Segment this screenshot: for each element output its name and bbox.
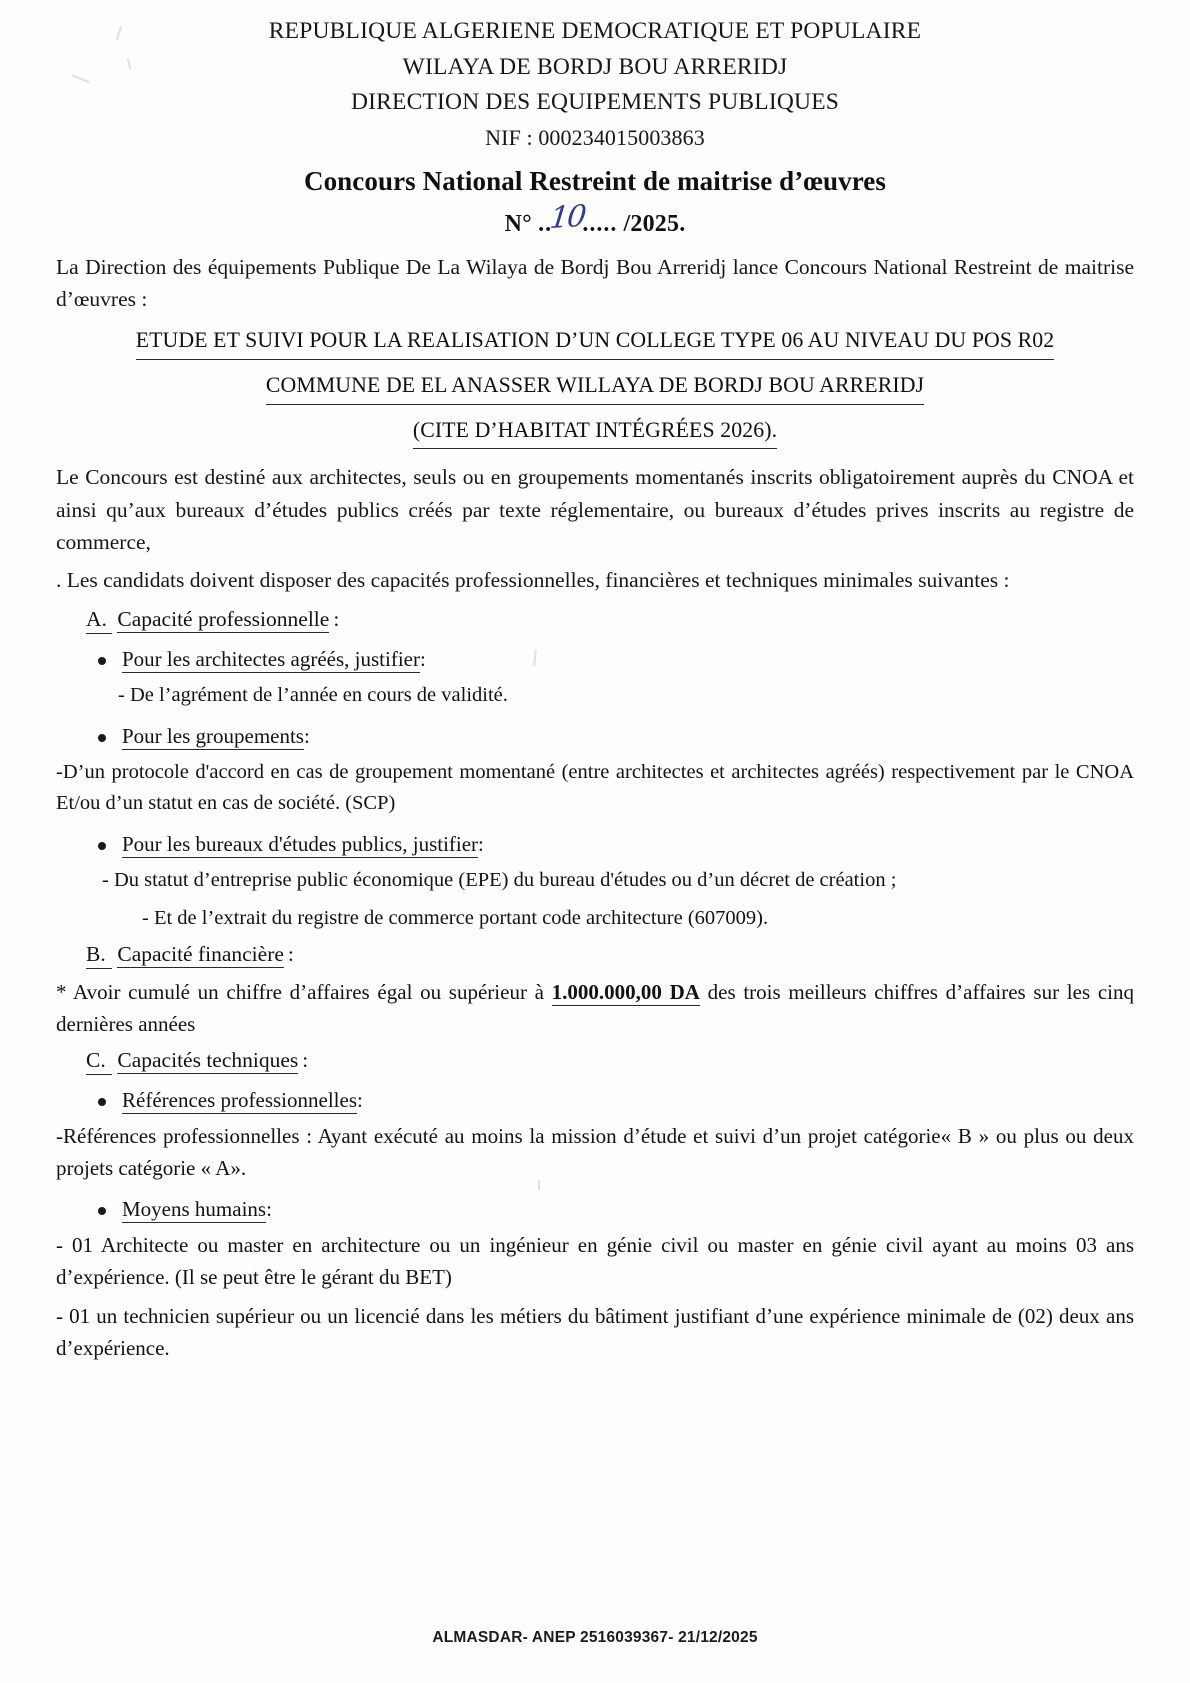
- item-protocole-accord: -D’un protocole d'accord en cas de groupement momentané (entre architectes et architectes agréés) respectivement par le CNOA Et/ou d’un statut en cas de société. (SCP): [56, 761, 1134, 814]
- capacities-paragraph: . Les candidats doivent disposer des capacités professionnelles, financières et techniques minimales suivantes :: [56, 568, 1010, 593]
- section-a-letter: A.: [86, 607, 112, 634]
- bullet-bureaux-label: Pour les bureaux d'études publics, justifier: [122, 831, 479, 856]
- project-title-row2: [56, 369, 1134, 405]
- section-b-label: Capacité financière: [117, 942, 284, 967]
- bullet-architectes-agrees: [56, 647, 1134, 672]
- section-a-label: Capacité professionnelle: [117, 607, 330, 632]
- bullet-groupements-colon: :: [303, 724, 310, 749]
- section-b-heading: [56, 942, 1134, 969]
- bullet-moyens-humains: [56, 1197, 1134, 1222]
- section-c-letter: C.: [86, 1048, 112, 1075]
- section-c-colon: :: [302, 1048, 309, 1073]
- section-c-heading: [56, 1048, 1134, 1075]
- number-suffix: /2025.: [623, 210, 686, 237]
- number-dots-after: .....: [582, 210, 618, 237]
- bullet-moyens-label: Moyens humains: [122, 1197, 267, 1222]
- item-statut-epe: - Du statut d’entreprise public économique (EPE) du bureau d'études ou d’un décret de création ;: [102, 868, 897, 891]
- bullet-bureaux-colon: :: [478, 831, 484, 856]
- document-title: Concours National Restreint de maitrise d’œuvres: [303, 165, 886, 196]
- financial-requirement: [56, 977, 1134, 1040]
- financial-amount: 1.000.000,00 DA: [551, 980, 700, 1005]
- moyens-humains-technicien: - 01 un technicien supérieur ou un licencié dans les métiers du bâtiment justifiant d’une expérience minimale de (02) deux ans d’expérience.: [56, 1304, 1134, 1360]
- handwritten-number: 10: [548, 198, 587, 236]
- bullet-architectes-colon: :: [419, 647, 426, 672]
- bullet-groupements-label: Pour les groupements: [122, 724, 304, 749]
- bullet-architectes-label: Pour les architectes agréés, justifier: [122, 647, 420, 672]
- document-header: [56, 14, 1134, 155]
- header-line-direction: DIRECTION DES EQUIPEMENTS PUBLIQUES: [350, 89, 840, 116]
- section-c-label: Capacités techniques: [117, 1048, 299, 1073]
- announcement-number-line: [56, 198, 1134, 239]
- section-a-heading: [56, 607, 1134, 634]
- project-title-line2: COMMUNE DE EL ANASSER WILLAYA DE BORDJ BOU ARRERIDJ: [266, 369, 924, 405]
- number-prefix: N°: [504, 210, 532, 237]
- references-detail: -Références professionnelles : Ayant exécuté au moins la mission d’étude et suivi d’un projet catégorie« B » ou plus ou deux projets catégorie « A».: [56, 1124, 1134, 1180]
- bullet-references-colon: :: [357, 1088, 363, 1113]
- project-title-row3: [56, 414, 1134, 450]
- number-dots-before: ..: [538, 210, 553, 237]
- financial-text-after: des trois meilleurs chiffres d’affaires sur les cinq dernières années: [56, 980, 1134, 1036]
- bullet-references-professionnelles: [56, 1088, 1134, 1113]
- bullet-groupements: [56, 724, 1134, 749]
- project-title: [56, 324, 1134, 360]
- section-b-letter: B.: [86, 942, 112, 969]
- moyens-humains-architecte: - 01 Architecte ou master en architecture ou un ingénieur en génie civil ou master en génie civil ayant au moins 03 ans d’expérience. (Il se peut être le gérant du BET): [56, 1233, 1134, 1289]
- project-title-line1: ETUDE ET SUIVI POUR LA REALISATION D’UN COLLEGE TYPE 06 AU NIVEAU DU POS R02: [136, 324, 1055, 360]
- bullet-references-label: Références professionnelles: [122, 1088, 357, 1113]
- item-registre-commerce: - Et de l’extrait du registre de commerce portant code architecture (607009).: [142, 907, 769, 930]
- bullet-bureaux-etudes-publics: [56, 832, 1134, 857]
- section-a-colon: :: [333, 607, 340, 632]
- financial-text-before: * Avoir cumulé un chiffre d’affaires égal ou supérieur à: [56, 980, 552, 1005]
- eligibility-paragraph: Le Concours est destiné aux architectes, seuls ou en groupements momentanés inscrits obligatoirement auprès du CNOA et ainsi qu’aux bureaux d’études publics créés par texte réglementaire, ou bureaux d’études prives inscrits au registre de commerce,: [56, 465, 1134, 554]
- header-line-wilaya: WILAYA DE BORDJ BOU ARRERIDJ: [402, 53, 788, 80]
- intro-paragraph: La Direction des équipements Publique De La Wilaya de Bordj Bou Arreridj lance Concours National Restreint de maitrise d’œuvres :: [56, 254, 1134, 311]
- header-line-nif: NIF : 000234015003863: [485, 125, 705, 151]
- project-title-line3: (CITE D’HABITAT INTÉGRÉES 2026).: [413, 414, 777, 450]
- bullet-moyens-colon: :: [266, 1197, 272, 1222]
- section-b-colon: :: [287, 942, 294, 967]
- header-line-republic: REPUBLIQUE ALGERIENE DEMOCRATIQUE ET POPULAIRE: [268, 18, 922, 44]
- footer-reference: ALMASDAR- ANEP 2516039367- 21/12/2025: [432, 1629, 758, 1646]
- item-agrement-validite: - De l’agrément de l’année en cours de validité.: [118, 684, 508, 707]
